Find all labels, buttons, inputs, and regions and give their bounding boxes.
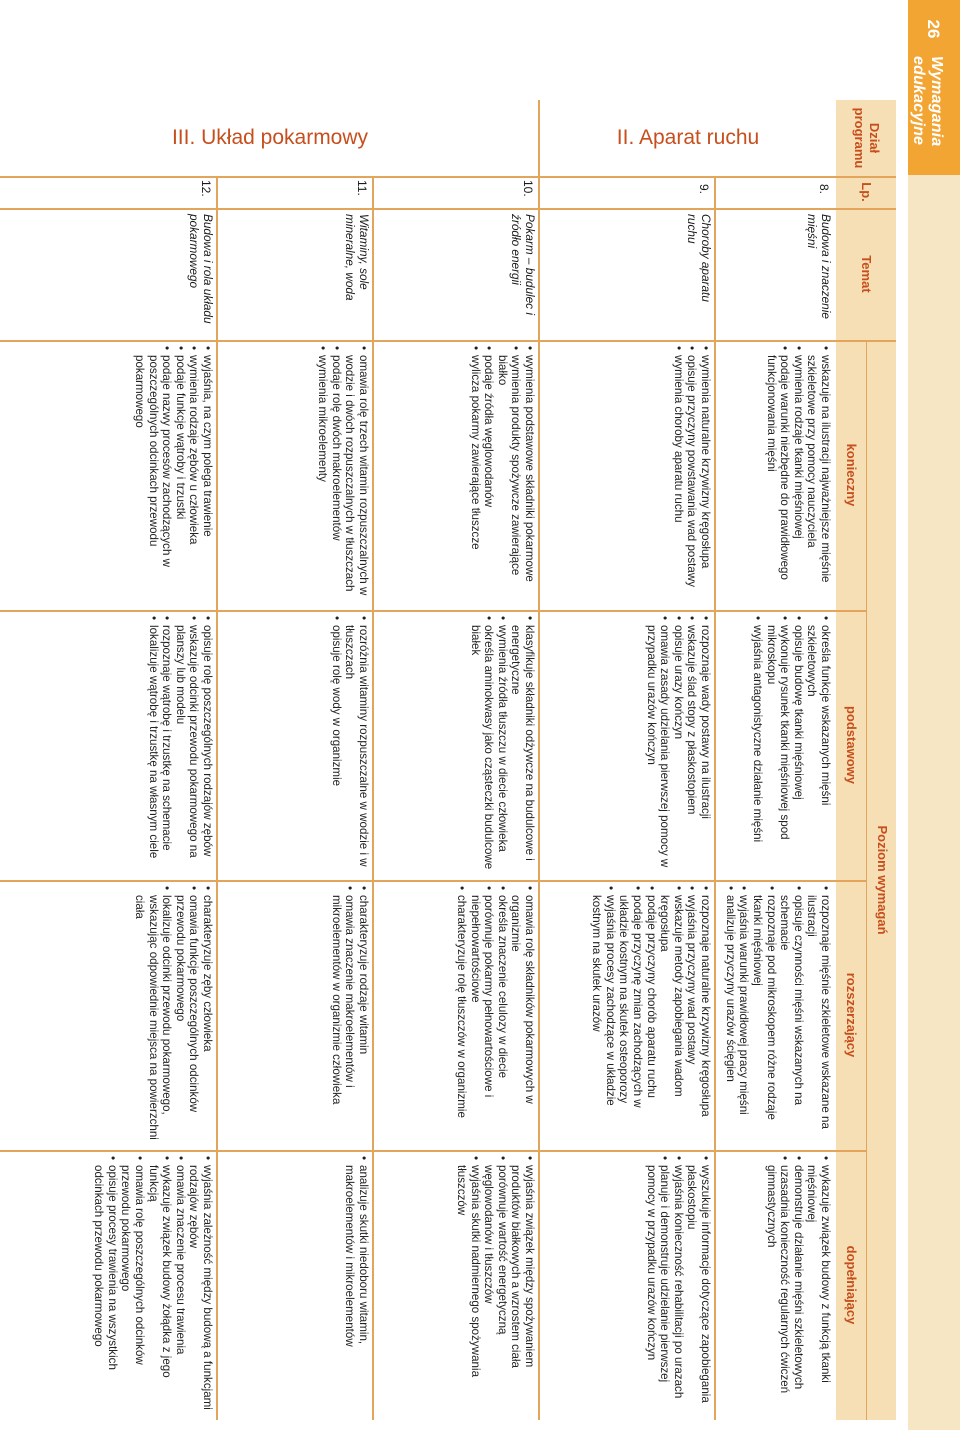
cell-konieczny: [468, 340, 538, 610]
row-number: 10.: [521, 180, 535, 197]
list-item: • podaje warunki niezbędne do prawidłowego funkcjonowania mięśni: [764, 346, 791, 604]
row-topic: Budowa i znaczenie mięśni: [805, 214, 833, 319]
list-item: • podaje źródła węglowodanów: [482, 346, 496, 604]
grid-line: [0, 176, 896, 178]
list-item: • wyjaśnia skutki nadmiernego spożywania tłuszczów: [454, 1156, 481, 1414]
list-item: • podaje przyczyny chorób aparatu ruchu: [644, 886, 658, 1144]
list-item: • opisuje urazy kończyn: [671, 616, 685, 874]
list-item: • omawia rolę trzech witamin rozpuszczalnych w wodzie i dwóch rozpuszczalnych w tłuszczach: [343, 346, 370, 604]
row-number: 9.: [697, 184, 711, 195]
cell-rozszerzajacy: [454, 880, 538, 1150]
cell-rozszerzajacy: [329, 880, 372, 1150]
cell-rozszerzajacy: [132, 880, 216, 1150]
list-item: • opisuje procesy trawienia na wszystkich odcinkach przewodu pokarmowego: [92, 1156, 119, 1414]
cell-podstawowy: [468, 610, 538, 880]
list-item: • omawia znaczenie procesu trawienia: [173, 1156, 187, 1414]
cell-konieczny: [132, 340, 216, 610]
row-number: 12.: [199, 180, 213, 197]
page-title: Wymagania edukacyjne: [910, 56, 945, 147]
list-item: • opisuje budowę tkanki mięśniowej: [791, 616, 805, 874]
list-item: • lokalizuje wątrobę i trzustkę na własnym ciele: [146, 616, 160, 874]
list-item: • wymienia produkty spożywcze zawierające białko: [495, 346, 522, 604]
list-item: • wskazuje na ilustracji najważniejsze mięśnie szkieletowe przy pomocy nauczyciela: [805, 346, 832, 604]
list-item: • wyjaśnia konieczność rehabilitacji po urazach: [671, 1156, 685, 1414]
cell-konieczny: [764, 340, 834, 610]
list-item: • rozpoznaje naturalne krzywizny kręgosłupa: [698, 886, 712, 1144]
header-level-podstawowy: podstawowy: [836, 610, 866, 880]
row-topic: Budowa i rola układu pokarmowego: [187, 214, 215, 324]
list-item: • wylicza pokarmy zawierające tłuszcze: [468, 346, 482, 604]
row-topic: Pokarm – budulec i źródło energii: [509, 214, 537, 315]
list-item: • charakteryzuje rolę tłuszczów w organizmie: [454, 886, 468, 1144]
cell-podstawowy: [644, 610, 714, 880]
grid-line: [715, 176, 717, 1420]
section-aparat-ruchu: [540, 100, 836, 176]
list-item: • rozpoznaje mięśnie szkieletowe wskazane na ilustracji: [805, 886, 832, 1144]
list-item: • wyjaśnia przyczyny wad postawy: [685, 886, 699, 1144]
grid-line: [0, 208, 896, 210]
list-item: • planuje i demonstruje udzielanie pierwszej pomocy w przypadku urazów kończyn: [644, 1156, 671, 1414]
list-item: • wymienia źródła tłuszczu w diecie człowieka: [495, 616, 509, 874]
list-item: • wymienia naturalne krzywizny kręgosłupa: [698, 346, 712, 604]
list-item: • rozpoznaje wątrobę i trzustkę na schemacie: [160, 616, 174, 874]
list-item: • podaje rolę dwóch makroelementów: [329, 346, 343, 604]
section-uklad-pokarmowy: [0, 100, 540, 176]
list-item: • określa aminokwasy jako cząsteczki budulcowe białek: [468, 616, 495, 874]
list-item: • wskazuje metody zapobiegania wadom kręgosłupa: [658, 886, 685, 1144]
cell-konieczny: [316, 340, 372, 610]
cell-podstawowy: [146, 610, 216, 880]
cell-dopelniajacy: [92, 1150, 216, 1420]
header-lp: Lp.: [836, 176, 896, 208]
header-level-konieczny: konieczny: [836, 340, 866, 610]
header-tab: [908, 0, 960, 175]
list-item: • podaje przyczynę zmian zachodzących w układzie kostnym na skutek osteoporozy: [617, 886, 644, 1144]
header-topic: Temat: [836, 208, 896, 340]
list-item: • wykazuje związek budowy żołądka z jego funkcją: [146, 1156, 173, 1414]
section-label: II. Aparat ruchu: [616, 126, 760, 150]
list-item: • wyjaśnia warunki prawidłowej pracy mięśni: [737, 886, 751, 1144]
grid-line: [0, 610, 866, 612]
grid-line: [217, 176, 219, 1420]
header-level-rozszerzajacy: rozszerzający: [836, 880, 866, 1150]
list-item: • analizuje przyczyny urazów ścięgien: [723, 886, 737, 1144]
list-item: • porównuje pokarmy pełnowartościowe i niepełnowartościowe: [468, 886, 495, 1144]
list-item: • wymienia rodzaje zębów u człowieka: [187, 346, 201, 604]
row-topic: Choroby aparatu ruchu: [685, 214, 713, 302]
list-item: • wykazuje związek budowy z funkcją tkanki mięśniowej: [805, 1156, 832, 1414]
requirements-table: [0, 100, 896, 1420]
header-section: Dział programu: [836, 100, 896, 176]
list-item: • opisuje czynności mięśni wskazanych na schemacie: [778, 886, 805, 1144]
list-item: • omawia funkcje poszczególnych odcinków przewodu pokarmowego: [173, 886, 200, 1144]
list-item: • wymienia rodzaje tkanki mięśniowej: [791, 346, 805, 604]
list-item: • określa znaczenie celulozy w diecie: [495, 886, 509, 1144]
list-item: • wyszukuje informacje dotyczące zapobiegania płaskostopiu: [685, 1156, 712, 1414]
list-item: • opisuje rolę wody w organizmie: [329, 616, 343, 874]
header-level-dopelniajacy: dopełniający: [836, 1150, 866, 1420]
cell-podstawowy: [750, 610, 834, 880]
list-item: • wskazuje ślad stopy z płaskostopiem: [685, 616, 699, 874]
list-item: • wymienia mikroelementy: [316, 346, 330, 604]
list-item: • lokalizuje odcinki przewodu pokarmowego, wskazując odpowiednie miejsca na powierzchni ciała: [132, 886, 173, 1144]
list-item: • opisuje przyczyny powstawania wad postawy: [685, 346, 699, 604]
grid-line: [373, 176, 375, 1420]
list-item: • charakteryzuje zęby człowieka: [200, 886, 214, 1144]
list-item: • rozpoznaje wady postawy na ilustracji: [698, 616, 712, 874]
cell-dopelniajacy: [343, 1150, 372, 1420]
list-item: • wyjaśnia antagonistyczne działanie mięśni: [750, 616, 764, 874]
row-number: 11.: [355, 180, 369, 196]
list-item: • wyjaśnia, na czym polega trawienie: [200, 346, 214, 604]
list-item: • wskazuje odcinki przewodu pokarmowego na planszy lub modelu: [173, 616, 200, 874]
list-item: • omawia rolę poszczególnych odcinków przewodu pokarmowego: [119, 1156, 146, 1414]
list-item: • wymienia podstawowe składniki pokarmowe: [522, 346, 536, 604]
cell-dopelniajacy: [644, 1150, 714, 1420]
list-item: • podaje funkcje wątroby i trzustki: [173, 346, 187, 604]
row-topic: Witaminy, sole mineralne, woda: [343, 214, 371, 301]
list-item: • podaje nazwy procesów zachodzących w poszczególnych odcinkach przewodu pokarmowego: [132, 346, 173, 604]
list-item: • porównuje wartość energetyczną węglowodanów i tłuszczów: [482, 1156, 509, 1414]
list-item: • opisuje rolę poszczególnych rodzajów zębów: [200, 616, 214, 874]
list-item: • uzasadnia konieczność regularnych ćwiczeń gimnastycznych: [764, 1156, 791, 1414]
list-item: • omawia znaczenie makroelementów i mikroelementów w organizmie człowieka: [329, 886, 356, 1144]
cell-rozszerzajacy: [590, 880, 714, 1150]
list-item: • analizuje skutki niedoboru witamin, makroelementów i mikroelementów: [343, 1156, 370, 1414]
cell-konieczny: [671, 340, 714, 610]
cell-dopelniajacy: [454, 1150, 538, 1420]
header-band: [908, 0, 960, 1430]
list-item: • demonstruje działanie mięśni szkieletowych: [791, 1156, 805, 1414]
cell-dopelniajacy: [764, 1150, 834, 1420]
list-item: • wymienia choroby aparatu ruchu: [671, 346, 685, 604]
list-item: • klasyfikuje składniki odżywcze na budulcowe i energetyczne: [509, 616, 536, 874]
list-item: • charakteryzuje rodzaje witamin: [356, 886, 370, 1144]
cell-podstawowy: [329, 610, 372, 880]
list-item: • omawia zasady udzielania pierwszej pomocy w przypadku urazów kończyn: [644, 616, 671, 874]
row-number: 8.: [817, 184, 831, 195]
list-item: • omawia rolę składników pokarmowych w organizmie: [509, 886, 536, 1144]
list-item: • rozpoznaje pod mikroskopem różne rodzaje tkanki mięśniowej: [750, 886, 777, 1144]
grid-line: [539, 100, 541, 1420]
list-item: • określa funkcje wskazanych mięśni szkieletowych: [805, 616, 832, 874]
list-item: • wyjaśnia procesy zachodzące w układzie kostnym na skutek urazów: [590, 886, 617, 1144]
list-item: • wykonuje rysunek tkanki mięśniowej spod mikroskopu: [764, 616, 791, 874]
list-item: • rozróżnia witaminy rozpuszczalne w wodzie i w tłuszczach: [343, 616, 370, 874]
list-item: • wyjaśnia związek między spożywaniem produktów białkowych a wzrostem ciała: [509, 1156, 536, 1414]
list-item: • wyjaśnia zależność między budową a funkcjami rodzajów zębów: [187, 1156, 214, 1414]
section-label: III. Układ pokarmowy: [171, 126, 369, 150]
header-level-group: Poziom wymagań: [866, 340, 896, 1420]
cell-rozszerzajacy: [723, 880, 834, 1150]
page-number: 26: [924, 19, 943, 39]
